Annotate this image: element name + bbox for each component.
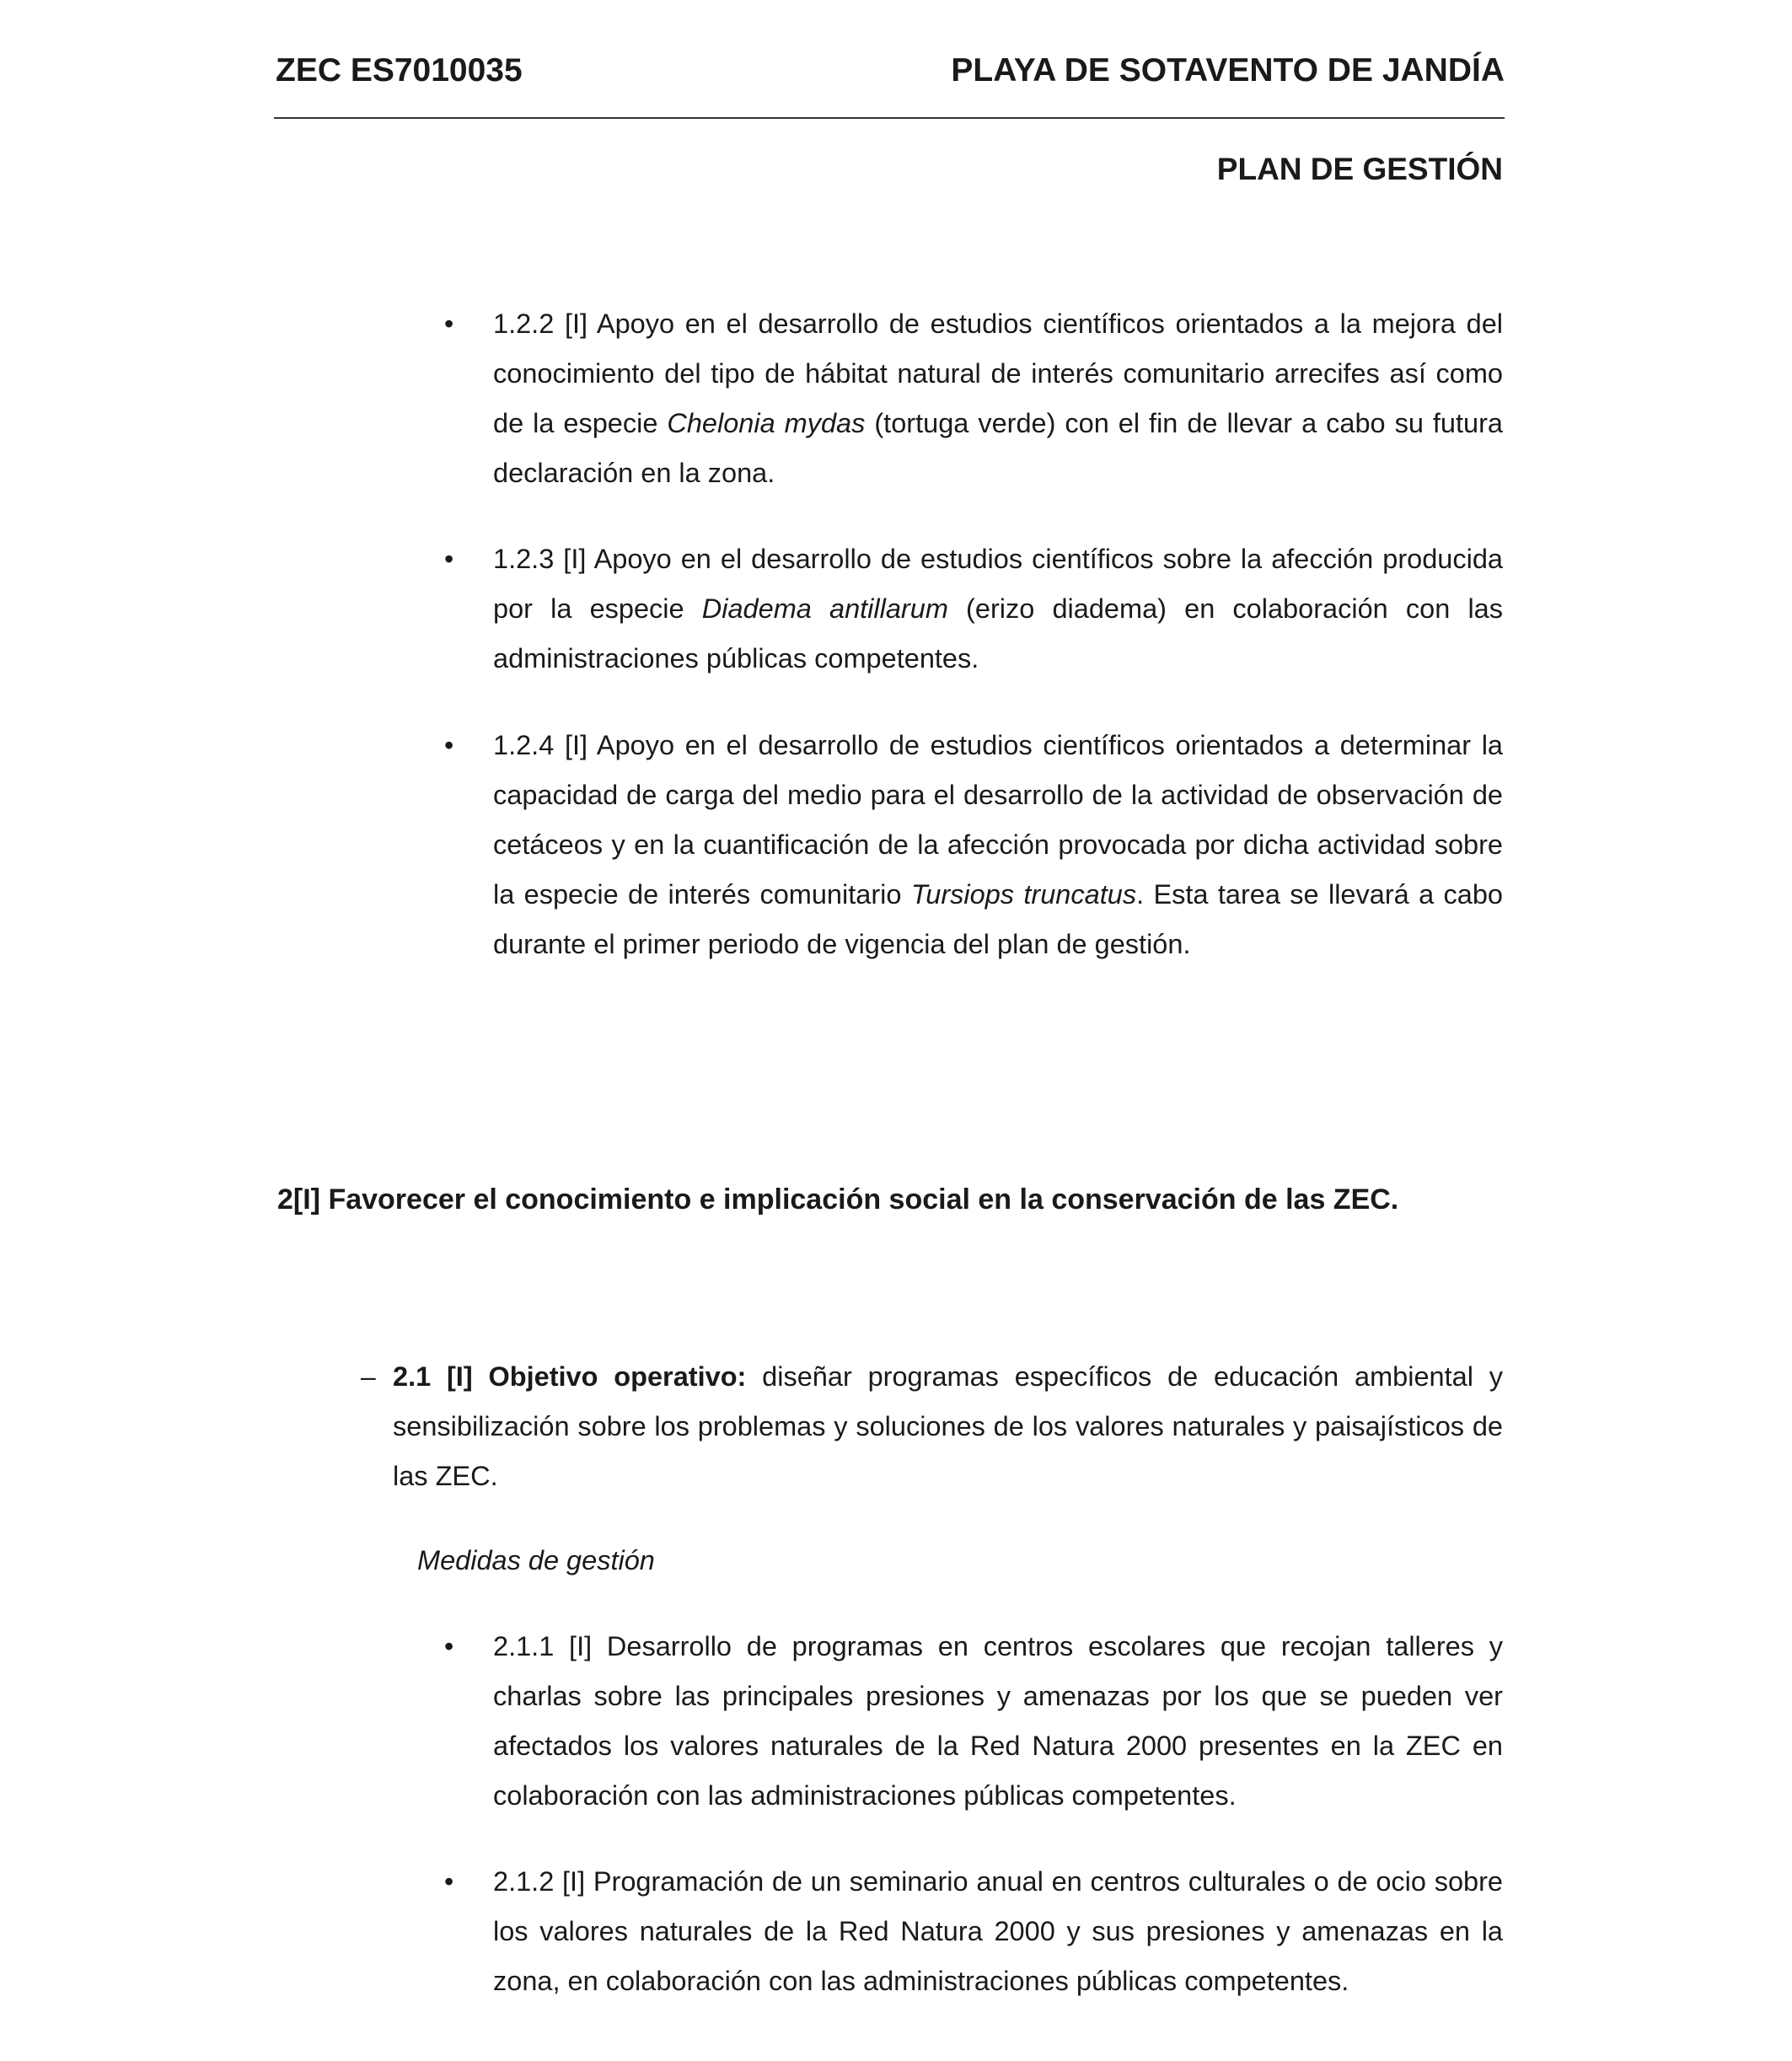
species-name: Chelonia mydas <box>667 408 866 438</box>
objective-2-1: 2.1 [I] Objetivo operativo: diseñar programas específicos de educación ambiental y sensibilización sobre los problemas y soluciones de los valores naturales y paisajísticos de las ZEC. <box>393 1361 1503 1491</box>
document-subtitle: PLAN DE GESTIÓN <box>1216 152 1503 186</box>
bullet-icon: • <box>444 1866 454 1897</box>
bullet-icon: • <box>444 309 454 339</box>
header-site-code: ZEC ES7010035 <box>276 52 523 89</box>
header-divider <box>274 117 1505 119</box>
bullet-icon: • <box>444 730 454 760</box>
objective-label: 2.1 [I] Objetivo operativo: <box>393 1361 747 1392</box>
list-item-1-2-2: 1.2.2 [I] Apoyo en el desarrollo de estudios científicos orientados a la mejora del conocimiento del tipo de hábitat natural de interés comunitario arrecifes así como de la especie Chelonia mydas (tortuga verde) con el fin de llevar a cabo su futura declaración en la zona. <box>493 309 1503 488</box>
species-name: Tursiops truncatus <box>910 879 1137 910</box>
section-heading: 2[I] Favorecer el conocimiento e implicación social en la conservación de las ZEC. <box>277 1183 1399 1216</box>
list-item-2-1-2: 2.1.2 [I] Programación de un seminario anual en centros culturales o de ocio sobre los valores naturales de la Red Natura 2000 y sus presiones y amenazas en la zona, en colaboración con las administraciones públicas competentes. <box>493 1866 1503 1996</box>
bullet-icon: • <box>444 1631 454 1661</box>
header-site-name: PLAYA DE SOTAVENTO DE JANDÍA <box>951 52 1505 89</box>
list-item-2-1-1: 2.1.1 [I] Desarrollo de programas en centros escolares que recojan talleres y charlas sobre las principales presiones y amenazas por los que se pueden ver afectados los valores naturales de la Red Natura 2000 presentes en la ZEC en colaboración con las administraciones públicas competentes. <box>493 1631 1503 1811</box>
list-item-1-2-3: 1.2.3 [I] Apoyo en el desarrollo de estudios científicos sobre la afección producida por la especie Diadema antillarum (erizo diadema) en colaboración con las administraciones públicas competentes. <box>493 544 1503 674</box>
species-name: Diadema antillarum <box>701 593 948 624</box>
dash-icon: – <box>361 1361 376 1392</box>
list-item-1-2-4: 1.2.4 [I] Apoyo en el desarrollo de estudios científicos orientados a determinar la capacidad de carga del medio para el desarrollo de la actividad de observación de cetáceos y en la cuantificación de la afección provocada por dicha actividad sobre la especie de interés comunitario Tursiops truncatus. Esta tarea se llevará a cabo durante el primer periodo de vigencia del plan de gestión. <box>493 730 1503 959</box>
page-header <box>274 52 1505 96</box>
bullet-icon: • <box>444 544 454 574</box>
measures-label: Medidas de gestión <box>417 1545 655 1575</box>
